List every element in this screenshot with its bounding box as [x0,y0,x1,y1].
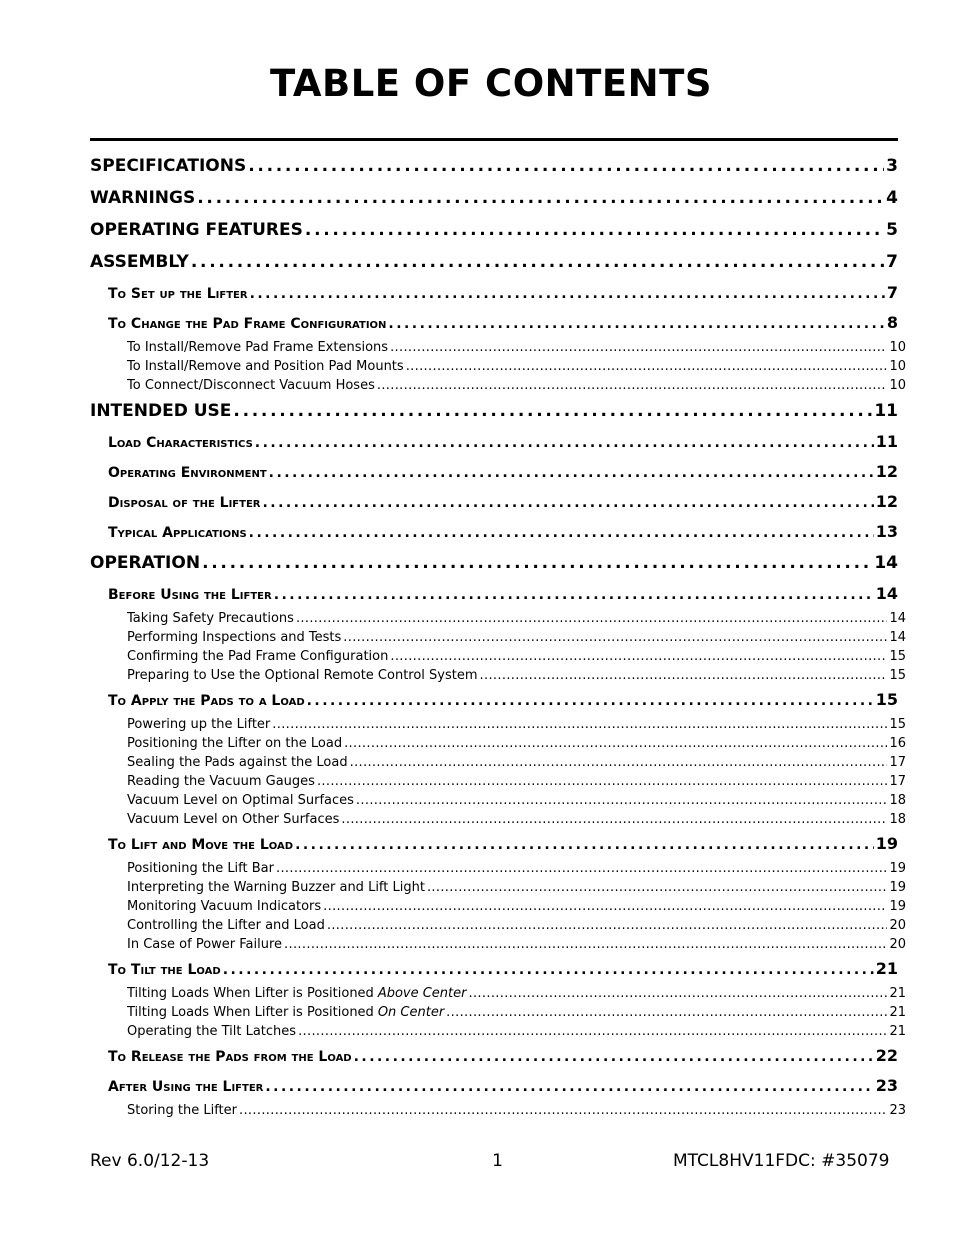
toc-entry-page: 15 [875,690,898,709]
toc-entry-page: 7 [886,283,898,302]
toc-entry-title: Positioning the Lifter on the Load [127,736,343,751]
toc-entry-level-2 [90,308,898,338]
toc-entry-level-3 [90,734,906,753]
dot-leader [284,935,887,954]
toc-entry-page: 10 [889,340,906,355]
dot-leader [274,580,874,609]
toc-entry-title: Performing Inspections and Tests [127,630,342,645]
toc-entry-page: 3 [886,156,898,176]
toc-entry-level-3 [90,609,906,628]
toc-entry-title: Preparing to Use the Optional Remote Control System [127,668,478,683]
dot-leader [305,214,884,246]
toc-entry-page: 23 [889,1103,906,1118]
toc-entry-level-2 [90,579,898,609]
footer-page-number: 1 [492,1151,503,1171]
toc-entry-title: To Apply the Pads to a Load [108,693,305,709]
toc-entry-page: 17 [889,755,906,770]
dot-leader [480,666,888,685]
toc-entry-level-3 [90,338,906,357]
dot-leader [250,279,885,308]
toc-entry-title: In Case of Power Failure [127,937,283,952]
toc-entry-title: Confirming the Pad Frame Configuration [127,649,389,664]
toc-entry-level-3 [90,1022,906,1041]
toc-entry-title: OPERATION [90,553,201,573]
toc-entry-level-3 [90,859,906,878]
toc-entry-title: To Install/Remove Pad Frame Extensions [127,340,389,355]
toc-entry-title: To Change the Pad Frame Configuration [108,316,387,332]
toc-entry-title: Operating the Tilt Latches [127,1024,297,1039]
toc-entry-title: INTENDED USE [90,401,232,421]
dot-leader [350,753,888,772]
toc-entry-page: 13 [875,522,898,541]
dot-leader [233,395,872,427]
dot-leader [249,518,874,547]
toc-entry-emphasis: Above Center [377,986,467,1001]
toc-entry-title: Vacuum Level on Optimal Surfaces [127,793,354,808]
toc-entry-page: 14 [889,630,906,645]
toc-entry-title: Controlling the Lifter and Load [127,918,325,933]
toc-entry-level-3 [90,753,906,772]
toc-entry-title: Interpreting the Warning Buzzer and Lift Light [127,880,425,895]
toc-entry-page: 15 [889,668,906,683]
toc-entry-page: 11 [874,401,898,421]
dot-leader [197,182,884,214]
toc-entry-page: 8 [886,313,898,332]
toc-entry-title: Reading the Vacuum Gauges [127,774,315,789]
footer-document-id: MTCL8HV11FDC: #35079 [673,1151,890,1171]
toc-entry-level-2 [90,1071,898,1101]
toc-entry-level-2 [90,954,898,984]
toc-entry-page: 7 [886,252,898,272]
toc-entry-page: 23 [875,1076,898,1095]
toc-entry-title: Taking Safety Precautions [127,611,294,626]
dot-leader [255,428,874,457]
toc-entry-title: OPERATING FEATURES [90,220,303,240]
toc-entry-page: 21 [889,1005,906,1020]
toc-entry-title: Monitoring Vacuum Indicators [127,899,322,914]
toc-entry-level-2 [90,829,898,859]
dot-leader [344,734,887,753]
toc-entry-title: Disposal of the Lifter [108,495,261,511]
toc-entry-title: To Tilt the Load [108,962,221,978]
dot-leader [390,338,887,357]
dot-leader [390,647,887,666]
toc-entry-level-3 [90,878,906,897]
toc-entry-page: 4 [886,188,898,208]
toc-entry-title: ASSEMBLY [90,252,189,272]
toc-entry-level-3 [90,647,906,666]
toc-entry-level-1 [90,547,898,579]
toc-entry-page: 11 [875,432,898,451]
toc-entry-title: Tilting Loads When Lifter is Positioned [127,1005,374,1020]
toc-entry-level-3 [90,791,906,810]
toc-entry-page: 16 [889,736,906,751]
dot-leader [202,547,872,579]
toc-entry-level-3 [90,916,906,935]
toc-entry-title: To Connect/Disconnect Vacuum Hoses [127,378,375,393]
toc-entry-page: 15 [889,649,906,664]
toc-entry-page: 14 [875,584,898,603]
toc-entry-page: 21 [889,986,906,1001]
toc-entry-level-3 [90,810,906,829]
toc-entry-level-3 [90,772,906,791]
toc-entry-title: SPECIFICATIONS [90,156,247,176]
toc-entry-title: Before Using the Lifter [108,587,272,603]
dot-leader [295,830,874,859]
toc-entry-title: Positioning the Lift Bar [127,861,274,876]
toc-entry-page: 14 [874,553,898,573]
toc-entry-level-3 [90,984,906,1003]
dot-leader [323,897,887,916]
toc-entry-page: 10 [889,359,906,374]
dot-leader [296,609,888,628]
dot-leader [272,715,887,734]
toc-entry-page: 18 [889,812,906,827]
dot-leader [263,488,874,517]
toc-entry-level-1 [90,150,898,182]
toc-entry-title: To Lift and Move the Load [108,837,294,853]
dot-leader [223,955,874,984]
toc-entry-level-2 [90,487,898,517]
dot-leader [354,1042,874,1071]
toc-entry-page: 19 [875,834,898,853]
dot-leader [377,376,888,395]
toc-entry-title: To Set up the Lifter [108,286,248,302]
toc-entry-page: 21 [889,1024,906,1039]
toc-entry-level-1 [90,246,898,278]
toc-entry-level-2 [90,278,898,308]
toc-entry-title: Typical Applications [108,525,247,541]
dot-leader [265,1072,873,1101]
toc-entry-title: Load Characteristics [108,435,253,451]
toc-entry-level-2 [90,427,898,457]
toc-entry-page: 19 [889,899,906,914]
dot-leader [427,878,888,897]
toc-entry-page: 5 [886,220,898,240]
dot-leader [276,859,887,878]
toc-entry-page: 18 [889,793,906,808]
toc-entry-title: WARNINGS [90,188,196,208]
toc-entry-page: 12 [875,492,898,511]
toc-entry-page: 22 [875,1046,898,1065]
dot-leader [269,458,874,487]
toc-entry-page: 21 [875,959,898,978]
toc-entry-page: 20 [889,937,906,952]
toc-entry-page: 10 [889,378,906,393]
toc-entry-title: After Using the Lifter [108,1079,264,1095]
toc-entry-level-3 [90,357,906,376]
toc-entry-title: Tilting Loads When Lifter is Positioned [127,986,374,1001]
toc-entry-title: To Install/Remove and Position Pad Mounts [127,359,404,374]
dot-leader [307,686,874,715]
toc-entry-level-3 [90,666,906,685]
page-title: TABLE OF CONTENTS [270,62,712,105]
toc-entry-level-3 [90,715,906,734]
dot-leader [343,628,887,647]
title-divider [90,138,898,141]
toc-entry-page: 14 [889,611,906,626]
toc-entry-level-2 [90,1041,898,1071]
toc-entry-page: 20 [889,918,906,933]
dot-leader [317,772,888,791]
dot-leader [388,309,884,338]
dot-leader [327,916,888,935]
toc-entry-level-3 [90,935,906,954]
dot-leader [191,246,884,278]
footer-revision: Rev 6.0/12-13 [90,1151,210,1171]
toc-entry-level-3 [90,1003,906,1022]
dot-leader [298,1022,887,1041]
toc-entry-level-3 [90,897,906,916]
dot-leader [406,357,888,376]
toc-entry-level-3 [90,376,906,395]
toc-entry-title: Vacuum Level on Other Surfaces [127,812,340,827]
toc-entry-page: 15 [889,717,906,732]
toc-entry-level-3 [90,628,906,647]
toc-entry-level-2 [90,457,898,487]
toc-entry-title: Sealing the Pads against the Load [127,755,348,770]
toc-entry-page: 19 [889,861,906,876]
dot-leader [239,1101,887,1120]
toc-entry-title: Powering up the Lifter [127,717,271,732]
dot-leader [341,810,887,829]
dot-leader [446,1003,887,1022]
dot-leader [248,150,884,182]
toc-entry-level-1 [90,214,898,246]
toc-entry-level-2 [90,685,898,715]
toc-entry-emphasis: On Center [377,1005,445,1020]
toc-entry-page: 19 [889,880,906,895]
toc-entry-title: Operating Environment [108,465,267,481]
table-of-contents [90,150,906,1120]
toc-entry-title: Storing the Lifter [127,1103,237,1118]
toc-entry-title: To Release the Pads from the Load [108,1049,352,1065]
toc-entry-level-3 [90,1101,906,1120]
toc-entry-level-2 [90,517,898,547]
dot-leader [469,984,888,1003]
toc-entry-page: 17 [889,774,906,789]
toc-entry-page: 12 [875,462,898,481]
toc-entry-level-1 [90,395,898,427]
toc-entry-level-1 [90,182,898,214]
dot-leader [356,791,888,810]
